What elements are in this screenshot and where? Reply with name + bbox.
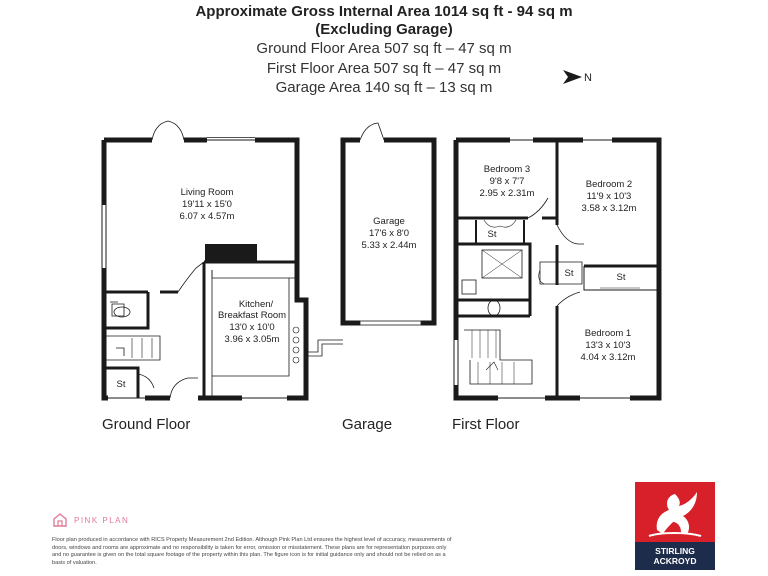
brand-line-2: ACKROYD xyxy=(653,556,697,566)
first-store-1: St xyxy=(487,229,497,240)
griffin-icon xyxy=(635,482,715,542)
kitchen-dim-metric: 3.96 x 3.05m xyxy=(224,334,280,345)
ground-store-label: St xyxy=(116,379,126,390)
garage-dim-metric: 5.33 x 2.44m xyxy=(361,240,417,251)
ground-floor-caption: Ground Floor xyxy=(102,416,191,433)
kitchen-name-1: Kitchen/ xyxy=(238,299,274,310)
pink-plan-logo xyxy=(52,512,129,528)
bedroom3-name: Bedroom 3 xyxy=(483,164,531,175)
living-room-dim-imperial: 19'11 x 15'0 xyxy=(182,199,232,210)
brand-line-1: STIRLING xyxy=(655,546,695,556)
first-floor-caption: First Floor xyxy=(452,416,520,433)
kitchen-dim-imperial: 13'0 x 10'0 xyxy=(229,322,275,333)
first-store-2: St xyxy=(564,268,574,279)
living-room-dim-metric: 6.07 x 4.57m xyxy=(179,211,235,222)
bedroom2-dim-metric: 3.58 x 3.12m xyxy=(581,203,637,214)
bedroom2-dim-imperial: 11'9 x 10'3 xyxy=(586,191,632,202)
kitchen-name-2: Breakfast Room xyxy=(217,310,287,321)
first-store-3: St xyxy=(616,272,626,283)
title-line-2: (Excluding Garage) xyxy=(315,21,453,38)
ground-floor-plan xyxy=(102,121,306,398)
ground-area: Ground Floor Area 507 sq ft – 47 sq m xyxy=(256,40,512,57)
bedroom3-dim-imperial: 9'8 x 7'7 xyxy=(489,176,525,187)
garage-name: Garage xyxy=(373,216,405,227)
pink-plan-text: PINK PLAN xyxy=(74,515,130,525)
disclaimer-text: Floor plan produced in accordance with RICS Property Measurement 2nd Edition. Although Pink Plan Ltd ensures the highest level of accuracy, measurements of doors, windows and rooms are approximate and no responsibility is taken for error, omission or misstatement. These plans are for representation purposes only and no guarantee is given on the total square footage of the property within this plan. The figure icon is for initial guidance only and should not be relied on as a basis of valuation. xyxy=(52,537,452,566)
garage-caption: Garage xyxy=(342,416,393,433)
bedroom1-dim-imperial: 13'3 x 10'3 xyxy=(585,340,631,351)
brand-name xyxy=(635,542,715,570)
bedroom1-dim-metric: 4.04 x 3.12m xyxy=(580,352,636,363)
bedroom3-dim-metric: 2.95 x 2.31m xyxy=(479,188,535,199)
first-area: First Floor Area 507 sq ft – 47 sq m xyxy=(266,60,502,77)
garage-area: Garage Area 140 sq ft – 13 sq m xyxy=(275,79,493,96)
north-arrow-icon xyxy=(563,70,592,84)
living-room-name: Living Room xyxy=(180,187,234,198)
garage-dim-imperial: 17'6 x 8'0 xyxy=(368,228,410,239)
bedroom1-name: Bedroom 1 xyxy=(584,328,632,339)
bedroom2-name: Bedroom 2 xyxy=(585,179,633,190)
pink-plan-house-icon xyxy=(52,512,68,528)
stirling-ackroyd-logo xyxy=(635,482,715,570)
title-line-1: Approximate Gross Internal Area 1014 sq ft - 94 sq m xyxy=(195,3,573,20)
north-label: N xyxy=(584,72,592,84)
